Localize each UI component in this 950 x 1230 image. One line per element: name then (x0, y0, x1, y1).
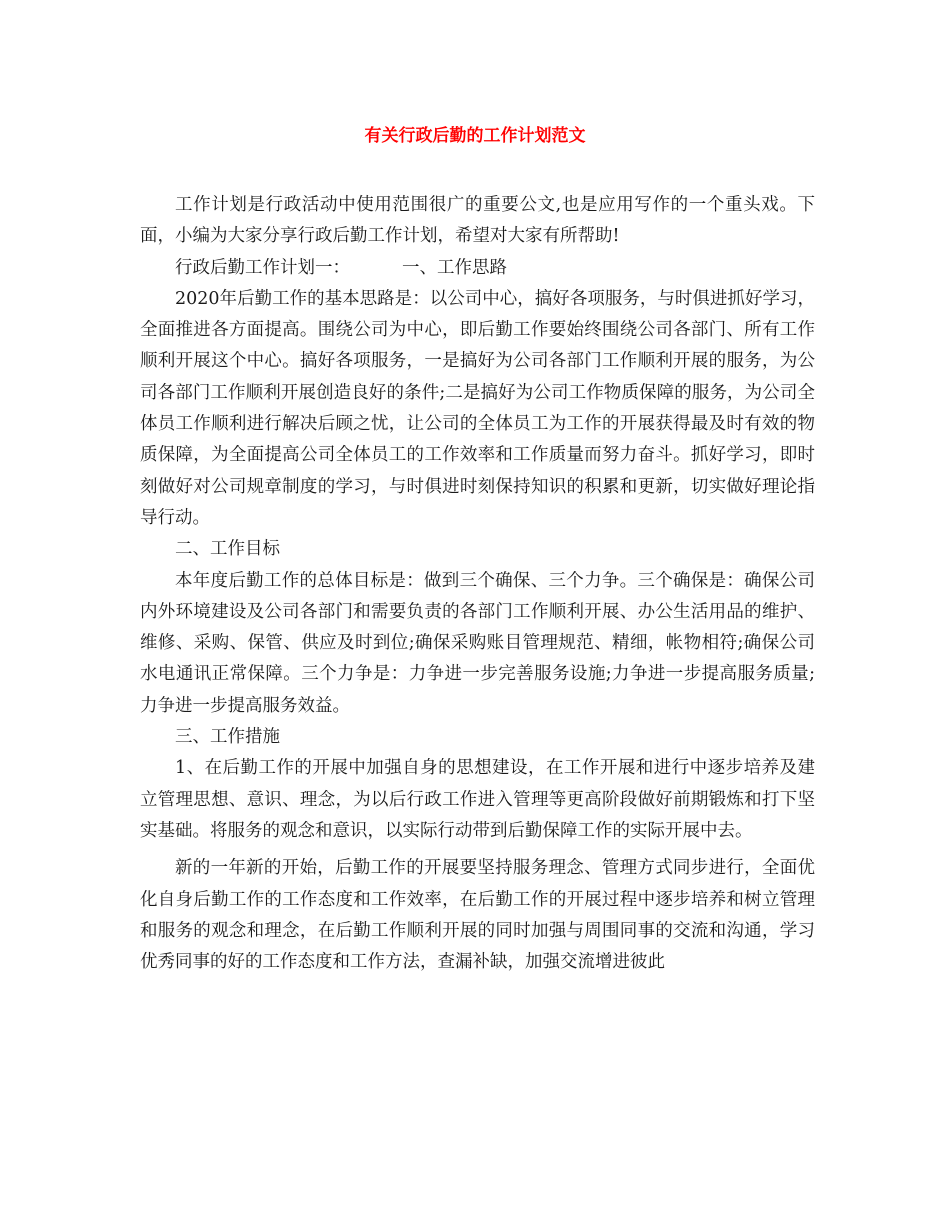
section3-heading: 三、工作措施 (175, 727, 280, 748)
section3-paragraph2: 新的一年新的开始，后勤工作的开展要坚持服务理念、管理方式同步进行，全面优化自身后勤工作的工作态度和工作效率，在后勤工作的开展过程中逐步培养和树立管理和服务的观念和理念，在后勤工作顺利开展的同时加强与周围同事的交流和沟通，学习优秀同事的好的工作态度和工作方法，查漏补缺，加强交流增进彼此 (140, 858, 815, 973)
document-title: 有关行政后勤的工作计划范文 (364, 126, 586, 146)
section1-heading: 一、工作思路 (402, 257, 507, 278)
plan-heading-line (140, 253, 815, 284)
section3-item1-paragraph: 1、在后勤工作的开展中加强自身的思想建设，在工作开展和进行中逐步培养及建立管理思想、意识、理念，为以后行政工作进入管理等更高阶段做好前期锻炼和打下坚实基础。将服务的观念和意识，以实际行动带到后勤保障工作的实际开展中去。 (140, 758, 815, 841)
plan-label: 行政后勤工作计划一： (175, 257, 350, 278)
section1-paragraph: 2020年后勤工作的基本思路是：以公司中心，搞好各项服务，与时俱进抓好学习，全面推进各方面提高。围绕公司为中心，即后勤工作要始终围绕公司各部门、所有工作顺利开展这个中心。搞好各项服务，一是搞好为公司各部门工作顺利开展的服务，为公司各部门工作顺利开展创造良好的条件;二是搞好为公司工作物质保障的服务，为公司全体员工作顺利进行解决后顾之忧，让公司的全体员工为工作的开展获得最及时有效的物质保障，为全面提高公司全体员工的工作效率和工作质量而努力奋斗。抓好学习，即时刻做好对公司规章制度的学习，与时俱进时刻保持知识的积累和更新，切实做好理论指导行动。 (140, 288, 815, 528)
intro-paragraph: 工作计划是行政活动中使用范围很广的重要公文,也是应用写作的一个重头戏。下面，小编为大家分享行政后勤工作计划，希望对大家有所帮助! (140, 195, 815, 247)
section2-paragraph: 本年度后勤工作的总体目标是：做到三个确保、三个力争。三个确保是：确保公司内外环境建设及公司各部门和需要负责的各部门工作顺利开展、办公生活用品的维护、维修、采购、保管、供应及时到位;确保采购账目管理规范、精细，帐物相符;确保公司水电通讯正常保障。三个力争是：力争进一步完善服务设施;力争进一步提高服务质量;力争进一步提高服务效益。 (140, 570, 815, 716)
section2-heading: 二、工作目标 (175, 539, 280, 560)
document-body (140, 190, 815, 978)
